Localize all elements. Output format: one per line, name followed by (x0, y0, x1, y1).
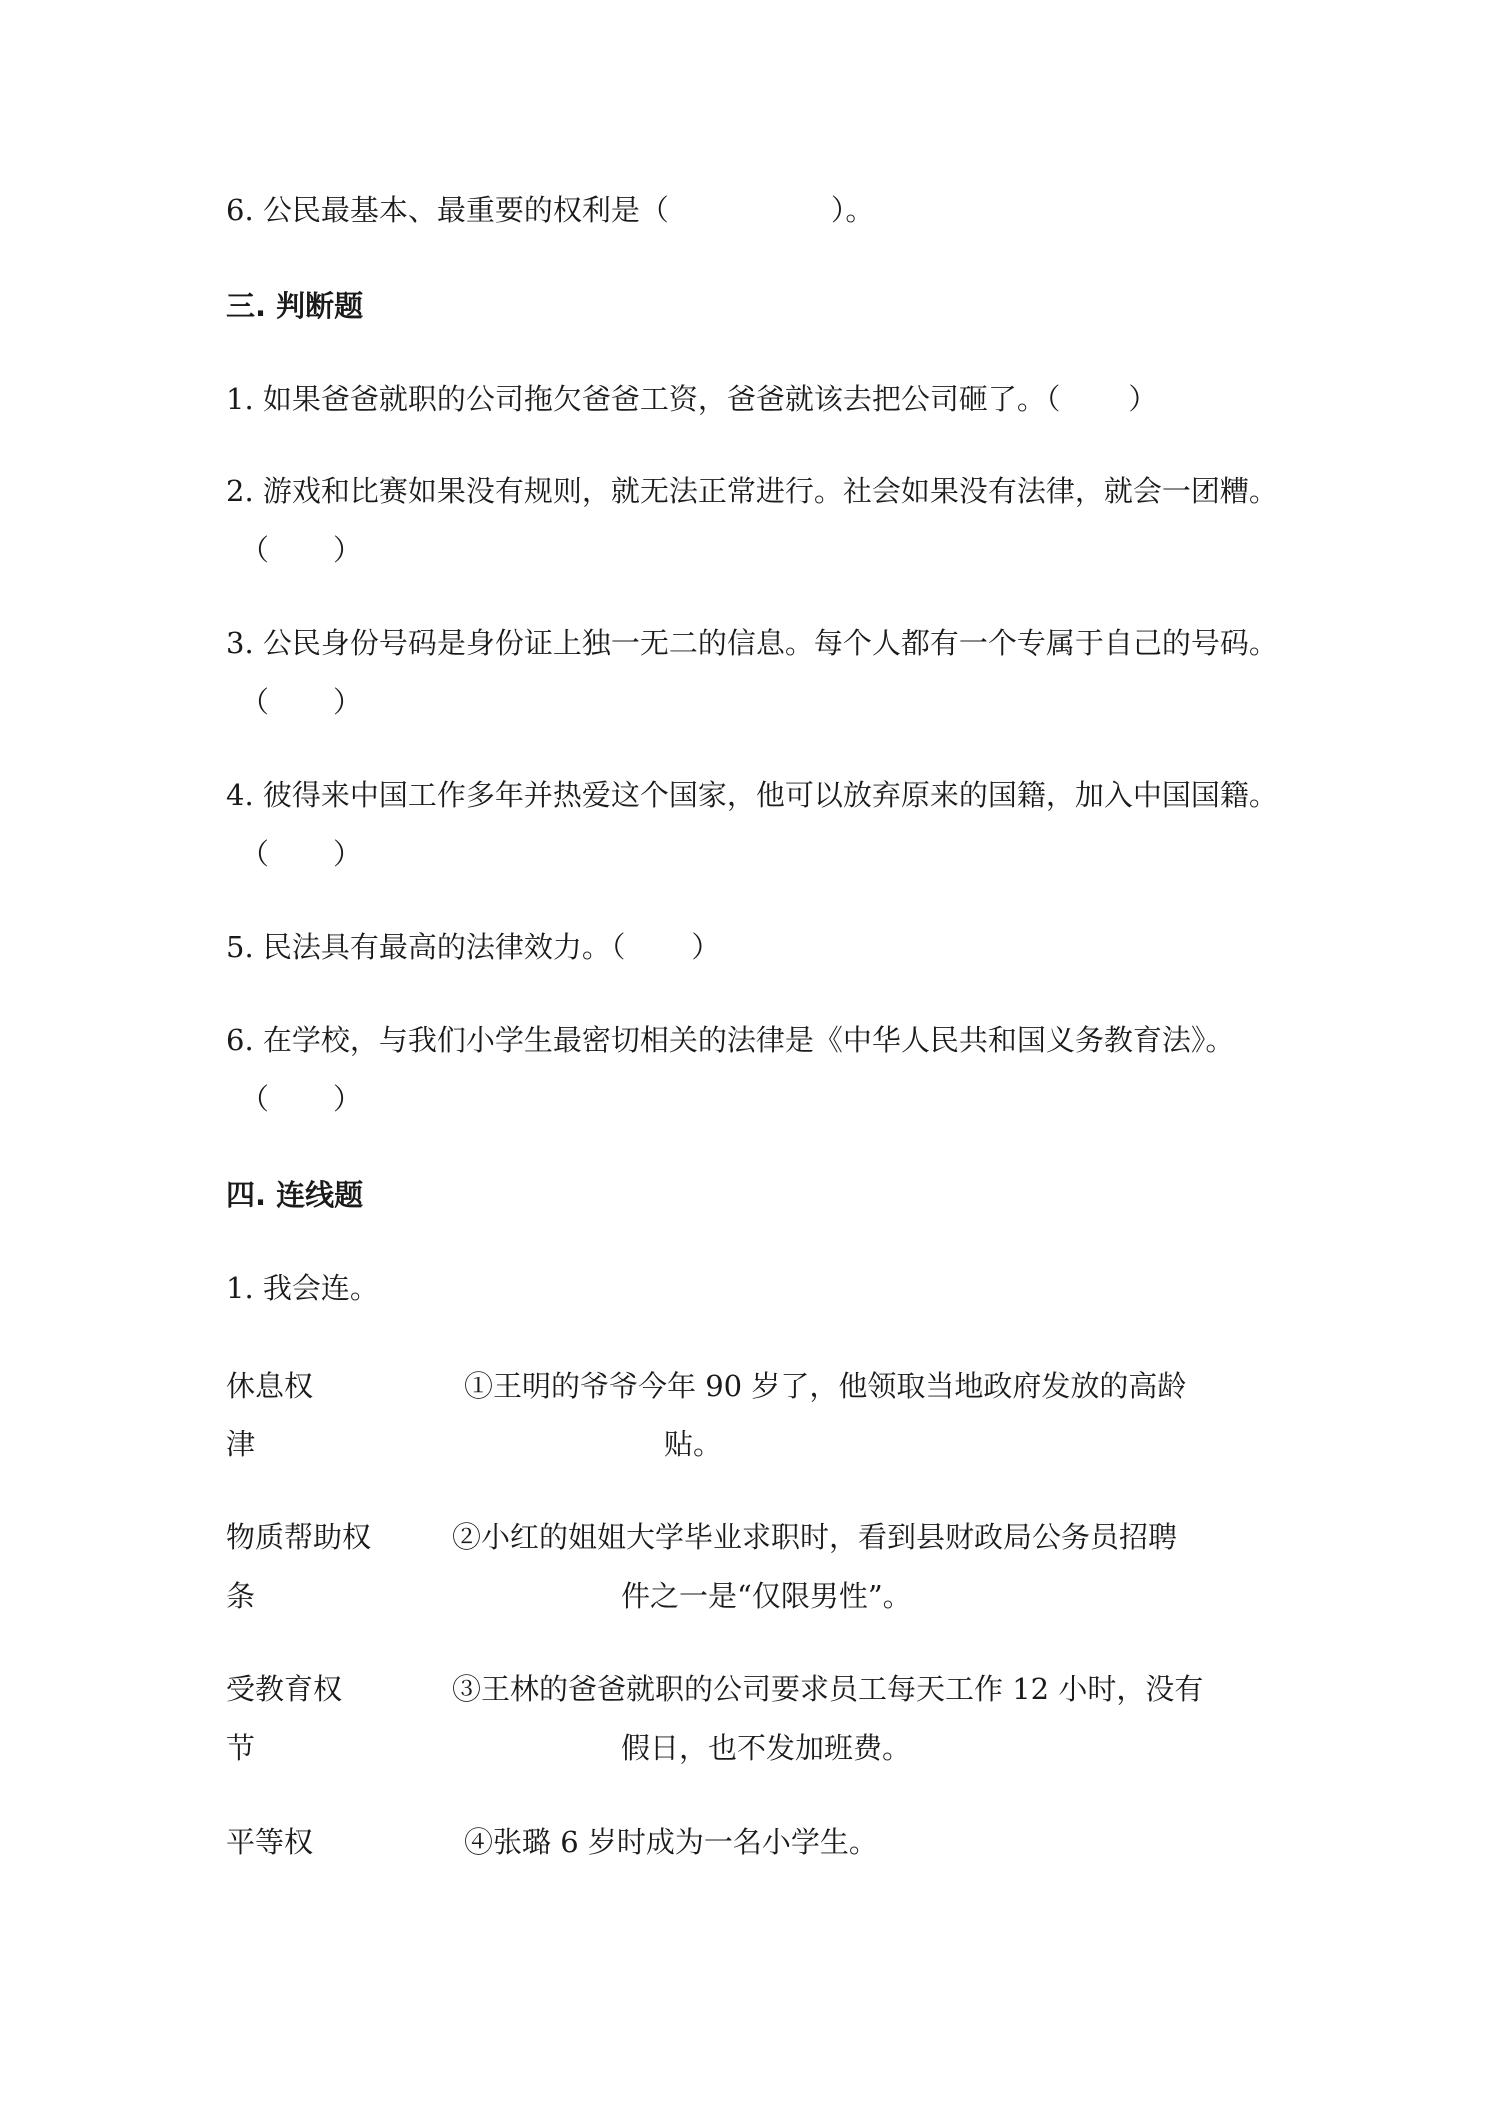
match-right-2[interactable]: ②小红的姐姐大学毕业求职时，看到县财政局公务员招聘 (452, 1520, 1178, 1554)
match-right-2-cont: 件之一是“仅限男性”。 (621, 1579, 912, 1613)
judgment-answer-3[interactable] (240, 682, 362, 722)
paren-close: ） (333, 533, 363, 567)
match-left-rest[interactable]: 休息权 (226, 1369, 314, 1403)
question-close: ） (1128, 382, 1158, 416)
judgment-question-4: 4. 彼得来中国工作多年并热爱这个国家，他可以放弃原来的国籍，加入中国国籍。 (226, 778, 1278, 812)
judgment-answer-4[interactable] (240, 834, 362, 874)
match-left-wrap-2: 条 (226, 1579, 256, 1613)
judgment-question-6: 6. 在学校，与我们小学生最密切相关的法律是《中华人民共和国义务教育法》。 (226, 1023, 1235, 1057)
section-heading-judgment: 三. 判断题 (226, 289, 364, 323)
match-right-4[interactable]: ④张璐 6 岁时成为一名小学生。 (464, 1825, 878, 1859)
paren-open: （ (240, 837, 270, 871)
match-right-1[interactable]: ①王明的爷爷今年 90 岁了，他领取当地政府发放的高龄 (464, 1369, 1187, 1403)
match-left-education[interactable]: 受教育权 (226, 1672, 343, 1706)
question-text: 5. 民法具有最高的法律效力。（ (226, 930, 626, 964)
judgment-question-2: 2. 游戏和比赛如果没有规则，就无法正常进行。社会如果没有法律，就会一团糟。 (226, 474, 1278, 508)
fill-question-6 (226, 190, 874, 230)
paren-close: ） (333, 1082, 363, 1116)
paren-open: （ (240, 685, 270, 719)
question-close: ） (691, 930, 721, 964)
question-close: ）。 (830, 193, 875, 227)
match-left-wrap-1: 津 (226, 1427, 256, 1461)
judgment-question-3: 3. 公民身份号码是身份证上独一无二的信息。每个人都有一个专属于自己的号码。 (226, 626, 1278, 660)
question-text: 6. 公民最基本、最重要的权利是（ (226, 193, 669, 227)
paren-close: ） (333, 685, 363, 719)
paren-open: （ (240, 533, 270, 567)
match-left-material-aid[interactable]: 物质帮助权 (226, 1520, 372, 1554)
match-right-1-cont: 贴。 (664, 1427, 723, 1461)
judgment-answer-6[interactable] (240, 1079, 362, 1119)
paren-open: （ (240, 1082, 270, 1116)
section-heading-matching: 四. 连线题 (226, 1178, 364, 1212)
match-right-3-cont: 假日，也不发加班费。 (621, 1731, 912, 1765)
question-text: 1. 如果爸爸就职的公司拖欠爸爸工资，爸爸就该去把公司砸了。（ (226, 382, 1061, 416)
match-left-wrap-3: 节 (226, 1731, 256, 1765)
judgment-question-1 (226, 379, 1157, 419)
match-right-3[interactable]: ③王林的爸爸就职的公司要求员工每天工作 12 小时，没有 (452, 1672, 1204, 1706)
judgment-question-5 (226, 927, 720, 967)
match-left-equality[interactable]: 平等权 (226, 1825, 314, 1859)
paren-close: ） (333, 837, 363, 871)
matching-question-1: 1. 我会连。 (226, 1271, 379, 1305)
judgment-answer-2[interactable] (240, 530, 362, 570)
